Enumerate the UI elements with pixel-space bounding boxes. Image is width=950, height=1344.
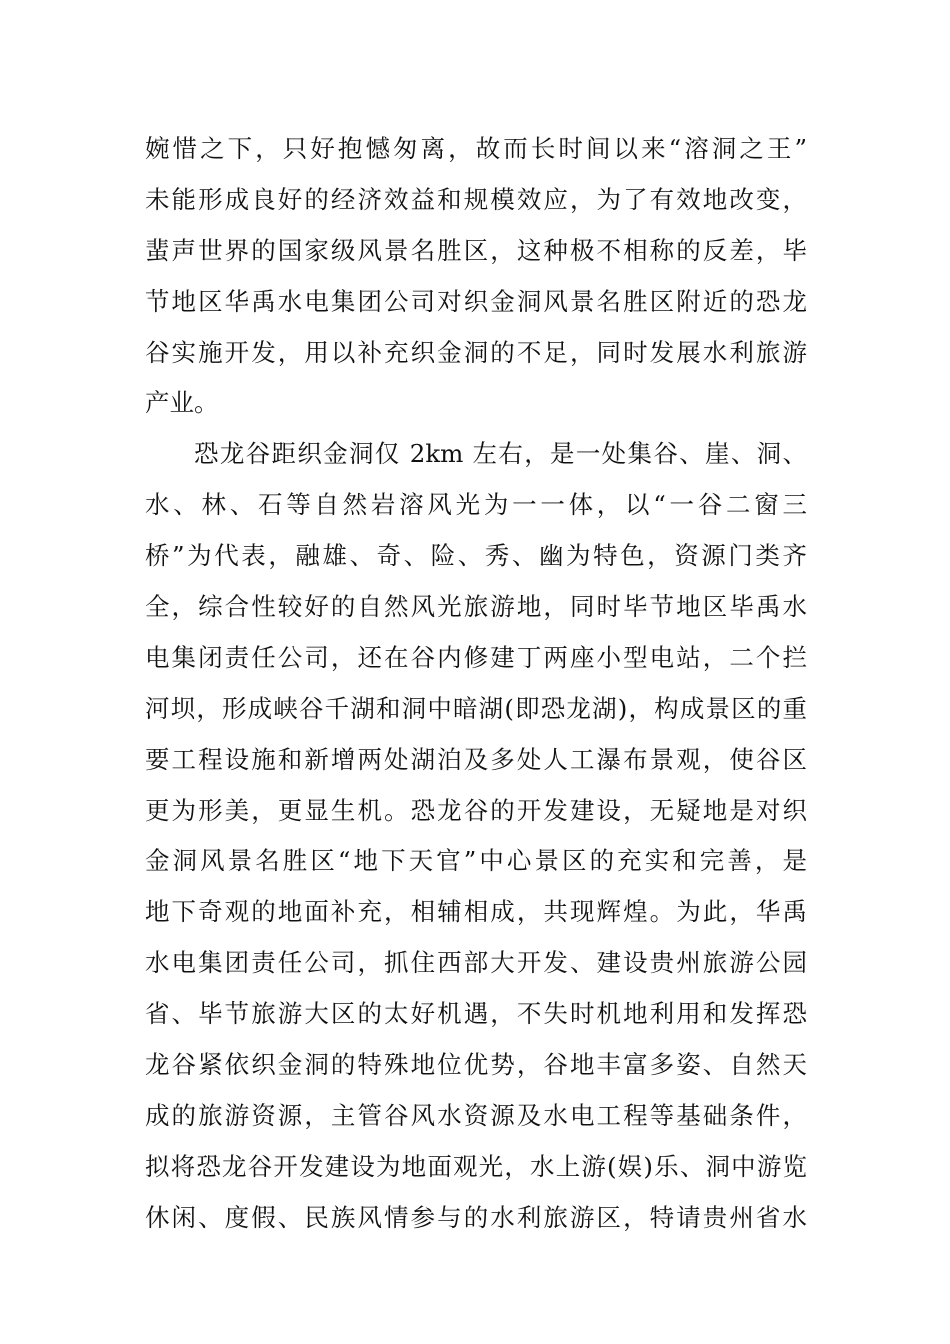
paragraph-1 <box>145 124 807 429</box>
text-line: 婉惜之下，只好抱憾匆离，故而长时间以来“溶洞之王” <box>145 134 807 163</box>
text-line: 恐龙谷距织金洞仅 2km 左右，是一处集谷、崖、洞、 <box>194 439 807 469</box>
text-line: 成的旅游资源，主管谷风水资源及水电工程等基础条件， <box>145 1100 807 1130</box>
text-line: 水电集团责任公司，抓住西部大开发、建设贵州旅游公园 <box>145 948 807 978</box>
text-line: 产业。 <box>145 388 219 418</box>
text-line: 谷实施开发，用以补充织金洞的不足，同时发展水利旅游 <box>145 337 807 367</box>
text-line: 地下奇观的地面补充，相辅相成，共现辉煌。为此，华禹 <box>145 897 807 927</box>
text-line: 省、毕节旅游大区的太好机遇，不失时机地利用和发挥恐 <box>145 999 807 1029</box>
text-line: 休闲、度假、民族风情参与的水利旅游区，特请贵州省水 <box>145 1202 807 1232</box>
text-line: 要工程设施和新增两处湖泊及多处人工瀑布景观，使谷区 <box>145 744 807 774</box>
text-line: 全，综合性较好的自然风光旅游地，同时毕节地区毕禹水 <box>145 592 807 622</box>
text-line: 蜚声世界的国家级风景名胜区，这种极不相称的反差，毕 <box>145 235 807 265</box>
text-line: 金洞风景名胜区“地下天官”中心景区的充实和完善，是 <box>145 846 807 876</box>
text-line: 桥”为代表，融雄、奇、险、秀、幽为特色，资源门类齐 <box>145 541 807 571</box>
text-line: 电集闭责任公司，还在谷内修建丁两座小型电站，二个拦 <box>145 642 807 672</box>
body-text <box>145 124 807 1244</box>
text-line: 更为形美，更显生机。恐龙谷的开发建设，无疑地是对织 <box>145 795 807 825</box>
text-line: 未能形成良好的经济效益和规模效应，为了有效地改变， <box>145 184 807 214</box>
paragraph-2 <box>145 429 807 1243</box>
text-line: 河坝，形成峡谷千湖和洞中暗湖(即恐龙湖)，构成景区的重 <box>145 693 807 723</box>
text-line: 拟将恐龙谷开发建设为地面观光，水上游(娱)乐、洞中游览 <box>145 1151 807 1181</box>
text-line: 水、林、石等自然岩溶风光为一一体，以“一谷二窗三 <box>145 490 807 520</box>
text-line: 节地区华禹水电集团公司对织金洞风景名胜区附近的恐龙 <box>145 286 807 316</box>
text-line: 龙谷紧依织金洞的特殊地位优势，谷地丰富多姿、自然天 <box>145 1050 807 1080</box>
